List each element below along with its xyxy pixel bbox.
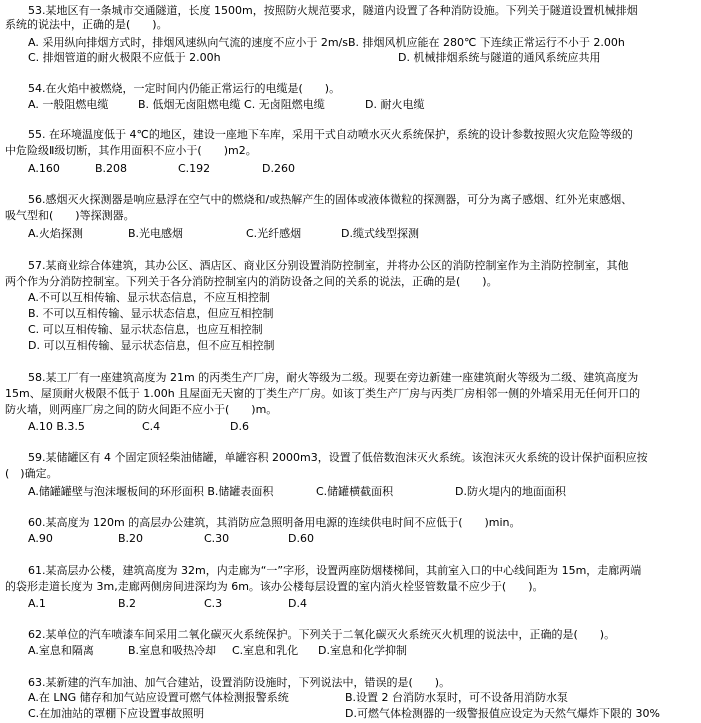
option-a: A.160 — [28, 162, 60, 175]
option-d: D.6 — [230, 420, 249, 433]
option-d: D.防火堤内的地面面积 — [455, 485, 566, 498]
option-c: C.192 — [178, 162, 211, 175]
option-b: B.208 — [95, 162, 128, 175]
question-text: 55. 在环境温度低于 4℃的地区，建设一座地下车库，采用干式自动喷水灭火系统保护，系统的设计参数按照火灾危险等级的 — [28, 128, 633, 141]
option-c: C.4 — [142, 420, 161, 433]
option-d: D.缆式线型探测 — [341, 227, 419, 240]
option-b: B.2 — [118, 597, 137, 610]
option-b: B.设置 2 台消防水泵时，可不设备用消防水泵 — [345, 691, 569, 704]
question-text: 两个作为分消防控制室。下列关于各分消防控制室内的消防设备之间的关系的说法，正确的是( )。 — [5, 275, 498, 288]
question-text: 防火墙，则两座厂房之间的防火间距不应小于( )m。 — [5, 403, 278, 416]
option-a-b: A.储罐罐壁与泡沫堰板间的环形面积 B.储罐表面积 — [28, 485, 274, 498]
option-a-b: A.10 B.3.5 — [28, 420, 85, 433]
option-d: D. 可以互相传输、显示状态信息，但不应互相控制 — [28, 339, 275, 352]
question-text: 58.某工厂有一座建筑高度为 21m 的丙类生产厂房，耐火等级为二级。现要在旁边新建一座建筑耐火等级为二级、建筑高度为 — [28, 371, 639, 384]
question-text: 62.某单位的汽车喷漆车间采用二氧化碳灭火系统保护。下列关于二氧化碳灭火系统灭火机理的说法中，正确的是( )。 — [28, 628, 616, 641]
option-d: D.260 — [262, 162, 295, 175]
option-c: C. 排烟管道的耐火极限不应低于 2.00h — [28, 51, 221, 64]
option-c: C.储罐横截面积 — [316, 485, 394, 498]
question-text: 60.某高度为 120m 的高层办公建筑，其消防应急照明备用电源的连续供电时间不应低于( )min。 — [28, 516, 521, 529]
option-c: C.室息和乳化 — [232, 644, 299, 657]
question-text: 吸气型和( )等探测器。 — [5, 209, 135, 222]
question-text: 57.某商业综合体建筑，其办公区、酒店区、商业区分别设置消防控制室，并将办公区的消防控制室作为主消防控制室，其他 — [28, 259, 629, 272]
option-d: D. 机械排烟系统与隧道的通风系统应共用 — [398, 51, 601, 64]
option-b: B.室息和吸热冷却 — [128, 644, 217, 657]
question-text: 的袋形走道长度为 3m,走廊两侧房间进深均为 6m。该办公楼每层设置的室内消火栓竖管数量不应少于( )。 — [5, 580, 544, 593]
option-a: A. 一般阻燃电缆 — [28, 98, 109, 111]
option-c: C. 可以互相传输、显示状态信息，也应互相控制 — [28, 323, 263, 336]
option-a: A.不可以互相传输、显示状态信息，不应互相控制 — [28, 291, 270, 304]
option-b: B.20 — [118, 532, 144, 545]
question-text: ( )确定。 — [5, 467, 58, 480]
option-a: A.室息和隔离 — [28, 644, 94, 657]
option-d: D. 耐火电缆 — [365, 98, 425, 111]
option-d: D.室息和化学抑制 — [318, 644, 407, 657]
question-text: 61.某高层办公楼，建筑高度为 32m，内走廊为“一”字形，设置两座防烟楼梯间，其前室入口的中心线间距为 15m，走廊两端 — [28, 564, 642, 577]
option-a: A. 采用纵向排烟方式时，排烟风速纵向气流的速度不应小于 2m/sB. 排烟风机应能在 280℃ 下连续正常运行不小于 2.00h — [28, 36, 625, 49]
question-text: 54.在火焰中被燃烧，一定时间内仍能正常运行的电缆是( )。 — [28, 82, 341, 95]
option-d: D.可燃气体检测器的一级警报值应设定为天然气爆炸下限的 30% — [345, 707, 660, 720]
option-c: C.30 — [204, 532, 230, 545]
question-text: 56.感烟灭火探测器是响应悬浮在空气中的燃烧和/或热解产生的固体或液体微粒的探测器，可分为离子感烟、红外光束感烟、 — [28, 193, 633, 206]
option-a: A.火焰探测 — [28, 227, 83, 240]
question-text: 中危险级Ⅱ级切断，其作用面积不应小于( )m2。 — [5, 144, 257, 157]
option-b: B.光电感烟 — [128, 227, 184, 240]
option-c: C.光纤感烟 — [246, 227, 302, 240]
question-text: 53.某地区有一条城市交通隧道，长度 1500m，按照防火规范要求，隧道内设置了各种消防设施。下列关于隧道设置机械排烟 — [28, 4, 638, 17]
option-b: B. 不可以互相传输、显示状态信息，但应互相控制 — [28, 307, 274, 320]
question-text: 15m、屋顶耐火极限不低于 1.00h 且屋面无天窗的丁类生产厂房。如该丁类生产厂房与丙类厂房相邻一侧的外墙采用无任何开口的 — [5, 387, 641, 400]
option-a: A.在 LNG 储存和加气站应设置可燃气体检测报警系统 — [28, 691, 289, 704]
question-text: 59.某储罐区有 4 个固定顶轻柴油储罐，单罐容积 2000m3，设置了低倍数泡沫灭火系统。该泡沫灭火系统的设计保护面积应按 — [28, 451, 648, 464]
option-a: A.90 — [28, 532, 53, 545]
question-text: 系统的说法中，正确的是( )。 — [5, 18, 168, 31]
option-a: A.1 — [28, 597, 46, 610]
option-d: D.4 — [288, 597, 307, 610]
option-c: C.在加油站的罩棚下应设置事故照明 — [28, 707, 205, 720]
option-d: D.60 — [288, 532, 314, 545]
option-b-c: B. 低烟无卤阻燃电缆 C. 无卤阻燃电缆 — [138, 98, 325, 111]
option-c: C.3 — [204, 597, 223, 610]
question-text: 63.某新建的汽车加油、加气合建站，设置消防设施时，下列说法中，错误的是( )。 — [28, 676, 451, 689]
